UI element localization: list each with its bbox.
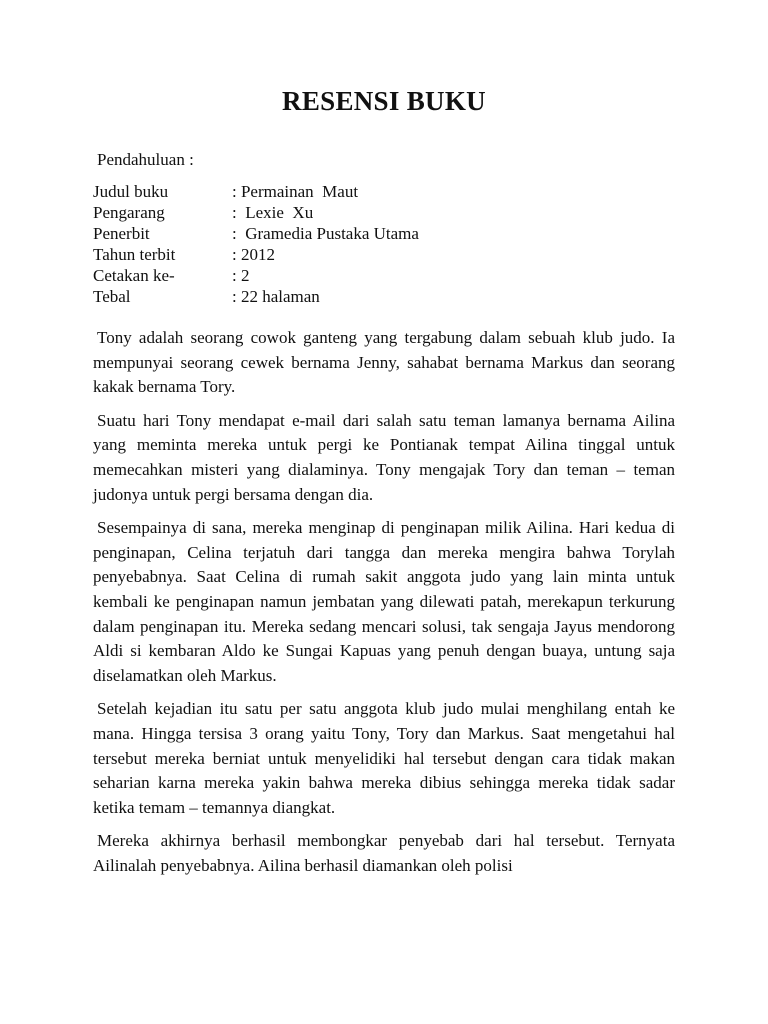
paragraph: Tony adalah seorang cowok ganteng yang tergabung dalam sebuah klub judo. Ia mempunyai seorang cewek bernama Jenny, sahabat bernama Markus dan seorang kakak bernama Tory. bbox=[93, 328, 675, 397]
info-row-year bbox=[93, 244, 419, 265]
info-value: : 2012 bbox=[232, 245, 275, 264]
info-label: Penerbit bbox=[93, 224, 150, 243]
document-title: RESENSI BUKU bbox=[282, 86, 486, 116]
info-value: : Lexie Xu bbox=[232, 203, 314, 222]
info-label: Cetakan ke- bbox=[93, 266, 175, 285]
info-value: : 22 halaman bbox=[232, 287, 320, 306]
paragraph: Setelah kejadian itu satu per satu anggota klub judo mulai menghilang entah ke mana. Hingga tersisa 3 orang yaitu Tony, Tory dan Markus. Saat mengetahui hal tersebut mereka berniat untuk menyelidiki hal tersebut dengan cara tidak makan seharian karna mereka yakin bahwa mereka dibius sehingga mereka tidak sadar ketika temam – temannya diangkat. bbox=[93, 699, 675, 817]
paragraph: Sesempainya di sana, mereka menginap di penginapan milik Ailina. Hari kedua di penginapan, Celina terjatuh dari tangga dan mereka mengira bahwa Torylah penyebabnya. Saat Celina di rumah sakit anggota judo yang lain minta untuk kembali ke penginapan namun jembatan yang dilewati patah, merekapun terkurung dalam penginapan itu. Mereka sedang mencari solusi, tak sengaja Jayus mendorong Aldi si kembaran Aldo ke Sungai Kapuas yang penuh dengan buaya, untung saja diselamatkan oleh Markus. bbox=[93, 518, 675, 685]
info-value: : Gramedia Pustaka Utama bbox=[232, 224, 419, 243]
info-label: Tahun terbit bbox=[93, 245, 176, 264]
review-body bbox=[93, 326, 675, 887]
info-label: Judul buku bbox=[93, 182, 169, 201]
info-row-edition bbox=[93, 265, 419, 286]
intro-label: Pendahuluan : bbox=[97, 150, 194, 169]
paragraph: Suatu hari Tony mendapat e-mail dari salah satu teman lamanya bernama Ailina yang meminta mereka untuk pergi ke Pontianak tempat Ailina tinggal untuk memecahkan misteri yang dialaminya. Tony mengajak Tory dan teman – teman judonya untuk pergi bersama dengan dia. bbox=[93, 410, 675, 504]
info-row-publisher bbox=[93, 223, 419, 244]
info-value: : 2 bbox=[232, 266, 250, 285]
info-label: Tebal bbox=[93, 287, 131, 306]
info-label: Pengarang bbox=[93, 203, 165, 222]
info-row-pages bbox=[93, 286, 419, 307]
paragraph: Mereka akhirnya berhasil membongkar penyebab dari hal tersebut. Ternyata Ailinalah penyebabnya. Ailina berhasil diamankan oleh polisi bbox=[93, 831, 675, 875]
info-value: : Permainan Maut bbox=[232, 182, 359, 201]
book-info-table bbox=[93, 181, 419, 307]
info-row-title bbox=[93, 181, 419, 202]
info-row-author bbox=[93, 202, 419, 223]
